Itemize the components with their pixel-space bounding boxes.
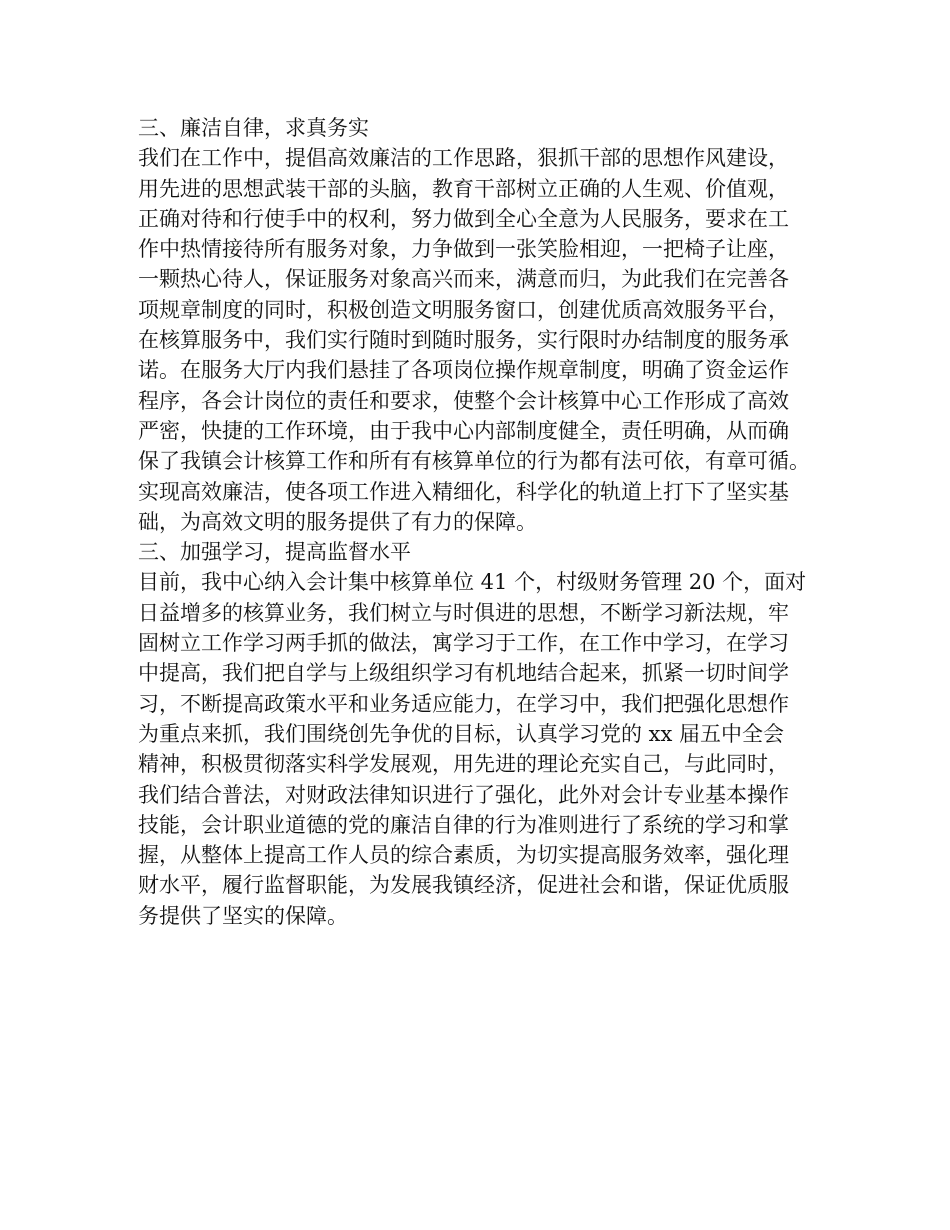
text-line: 日益增多的核算业务，我们树立与时俱进的思想，不断学习新法规，牢 <box>138 600 789 625</box>
text-line: 实现高效廉洁，使各项工作进入精细化，科学化的轨道上打下了坚实基 <box>138 479 789 504</box>
text-line: 一颗热心待人，保证服务对象高兴而来，满意而归，为此我们在完善各 <box>138 267 789 292</box>
text-line: 诺。在服务大厅内我们悬挂了各项岗位操作规章制度，明确了资金运作 <box>138 358 789 383</box>
text-line: 在核算服务中，我们实行随时到随时服务，实行限时办结制度的服务承 <box>138 328 789 353</box>
text-line: 务提供了坚实的保障。 <box>138 903 348 928</box>
document-body <box>138 113 828 931</box>
text-line: 项规章制度的同时，积极创造文明服务窗口，创建优质高效服务平台， <box>138 297 789 322</box>
text-line: 作中热情接待所有服务对象，力争做到一张笑脸相迎，一把椅子让座， <box>138 237 789 262</box>
text-line: 严密，快捷的工作环境，由于我中心内部制度健全，责任明确，从而确 <box>138 418 789 443</box>
text-line: 正确对待和行使手中的权利，努力做到全心全意为人民服务，要求在工 <box>138 206 789 231</box>
text-line: 为重点来抓，我们围绕创先争优的目标，认真学习党的 xx 届五中全会 <box>138 721 785 746</box>
text-line: 握，从整体上提高工作人员的综合素质，为切实提高服务效率，强化理 <box>138 843 789 868</box>
text-line: 精神，积极贯彻落实科学发展观，用先进的理论充实自己，与此同时， <box>138 752 789 777</box>
text-line: 我们结合普法，对财政法律知识进行了强化，此外对会计专业基本操作 <box>138 782 789 807</box>
text-line: 程序，各会计岗位的责任和要求，使整个会计核算中心工作形成了高效 <box>138 388 789 413</box>
text-line: 保了我镇会计核算工作和所有有核算单位的行为都有法可依，有章可循。 <box>138 449 810 474</box>
text-line: 我们在工作中，提倡高效廉洁的工作思路，狠抓干部的思想作风建设， <box>138 146 789 171</box>
text-line: 财水平，履行监督职能，为发展我镇经济，促进社会和谐，保证优质服 <box>138 873 789 898</box>
text-line: 中提高，我们把自学与上级组织学习有机地结合起来，抓紧一切时间学 <box>138 661 789 686</box>
text-line: 目前，我中心纳入会计集中核算单位 41 个，村级财务管理 20 个，面对 <box>138 570 807 595</box>
text-line: 习，不断提高政策水平和业务适应能力，在学习中，我们把强化思想作 <box>138 691 789 716</box>
text-line: 技能，会计职业道德的党的廉洁自律的行为准则进行了系统的学习和掌 <box>138 812 789 837</box>
section-heading-honesty: 三、廉洁自律，求真务实 <box>138 116 369 140</box>
text-line: 用先进的思想武装干部的头脑，教育干部树立正确的人生观、价值观， <box>138 176 789 201</box>
text-line: 固树立工作学习两手抓的做法，寓学习于工作，在工作中学习，在学习 <box>138 631 789 656</box>
section-heading-study: 三、加强学习，提高监督水平 <box>138 540 411 565</box>
text-line: 础，为高效文明的服务提供了有力的保障。 <box>138 509 537 534</box>
